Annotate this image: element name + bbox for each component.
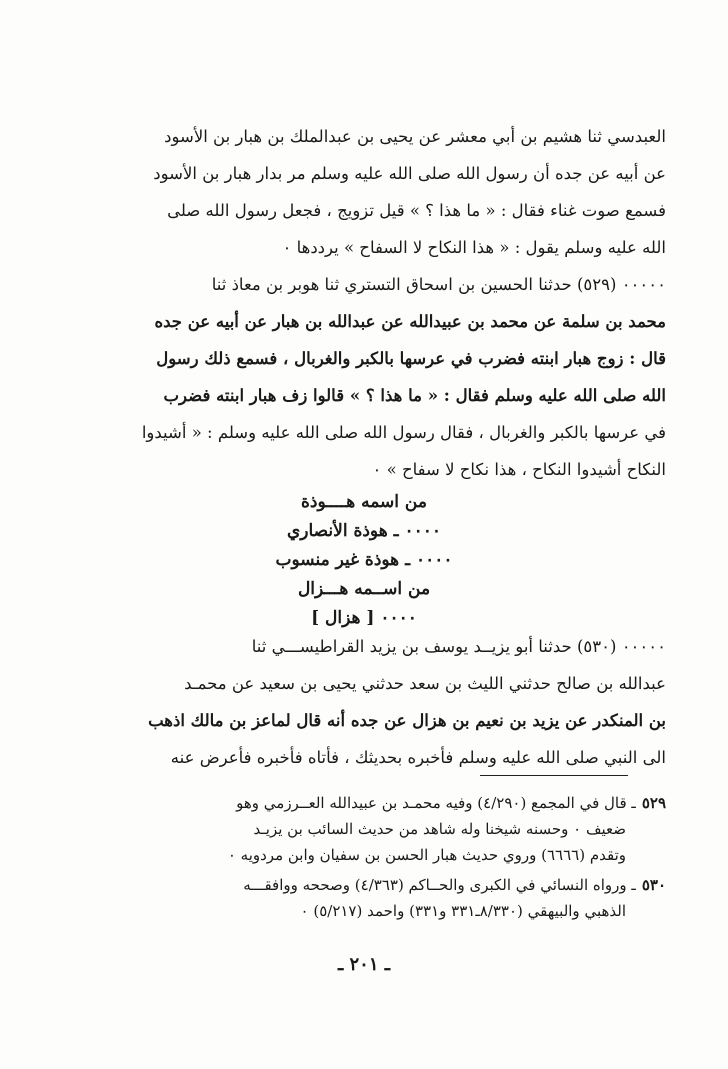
text-line: النكاح أشيدوا النكاح ، هذا نكاح لا سفاح » ٠ xyxy=(372,460,666,479)
text-line: العبدسي ثنا هشيم بن أبي معشر عن يحيى بن عبدالملك بن هبار بن الأسود xyxy=(164,127,666,146)
footnote-number: ٥٣٠ xyxy=(641,876,666,894)
footnote-line: ـ قال في المجمع (٤/٢٩٠) وفيه محمـد بن عبيدالله العــرزمي وهو xyxy=(236,794,636,812)
footnote-number: ٥٢٩ xyxy=(641,794,666,812)
text-line: الى النبي صلى الله عليه وسلم فأخبره بحديثك ، فأتاه فأخبره فأعرض عنه xyxy=(170,748,666,767)
text-line: ٠٠٠٠٠ (٥٢٩) حدثنا الحسين بن اسحاق التستري ثنا هوبر بن معاذ ثنا xyxy=(211,275,666,294)
footnote-line: وتقدم (٦٦٦٦) وروي حديث هبار الحسن بن سفيان وابن مردويه ٠ xyxy=(227,846,626,864)
section-heading: من اســمه هـــزال xyxy=(297,579,431,599)
section-headings xyxy=(0,488,728,633)
hadith-text-bottom xyxy=(56,628,666,776)
text-line: بن المنكدر عن يزيد بن نعيم بن هزال عن جده أنه قال لماعز بن مالك اذهب xyxy=(148,711,666,730)
text-line: عن أبيه عن جده أن رسول الله صلى الله عليه وسلم مر بدار هبار بن الأسود xyxy=(153,164,666,183)
footnote-divider xyxy=(480,775,628,776)
text-line: قال : زوج هبار ابنته فضرب في عرسها بالكبر والغربال ، فسمع ذلك رسول xyxy=(156,349,666,368)
text-line: الله صلى الله عليه وسلم فقال : « ما هذا ؟ » قالوا زف هبار ابنته فضرب xyxy=(163,386,666,405)
text-line: في عرسها بالكبر والغربال ، فقال رسول الله صلى الله عليه وسلم : « أشيدوا xyxy=(141,423,666,442)
footnote-line: الذهبي والبيهقي (٨/٣٣٠ـ٣٣١ و٣٣١) واحمد (٥/٢١٧) ٠ xyxy=(300,902,626,920)
hadith-text-top xyxy=(56,118,666,488)
footnotes xyxy=(84,790,666,928)
text-line: ٠٠٠٠٠ (٥٣٠) حدثنا أبو يزيــد يوسف بن يزيد القراطيســـي ثنا xyxy=(251,637,666,656)
text-line: عبدالله بن صالح حدثني الليث بن سعد حدثني يحيى بن سعيد عن محمـد xyxy=(184,674,666,693)
section-heading: ٠٠٠٠ ـ هوذة غير منسوب xyxy=(275,550,453,570)
text-line: فسمع صوت غناء فقال : « ما هذا ؟ » قيل تزويج ، فجعل رسول الله صلى xyxy=(167,201,666,220)
footnote-line: ضعيف ٠ وحسنه شيخنا وله شاهد من حديث السائب بن يزيـد xyxy=(253,820,626,838)
section-heading: ٠٠٠٠ ـ هوذة الأنصاري xyxy=(286,521,442,541)
page-number: ـ ٢٠١ ـ xyxy=(337,954,391,975)
text-line: محمد بن سلمة عن محمد بن عبيدالله عن عبدالله بن هبار عن أبيه عن جده xyxy=(154,312,666,331)
footnote xyxy=(84,790,666,868)
footnote-line: ـ ورواه النسائي في الكبرى والحــاكم (٤/٣٦٣) وصححه ووافقـــه xyxy=(243,876,636,894)
section-heading: ٠٠٠٠ [ هزال ] xyxy=(311,608,417,628)
section-heading: من اسمه هــــوذة xyxy=(301,492,427,512)
footnote xyxy=(84,872,666,924)
text-line: الله عليه وسلم يقول : « هذا النكاح لا السفاح » يرددها ٠ xyxy=(282,238,666,257)
